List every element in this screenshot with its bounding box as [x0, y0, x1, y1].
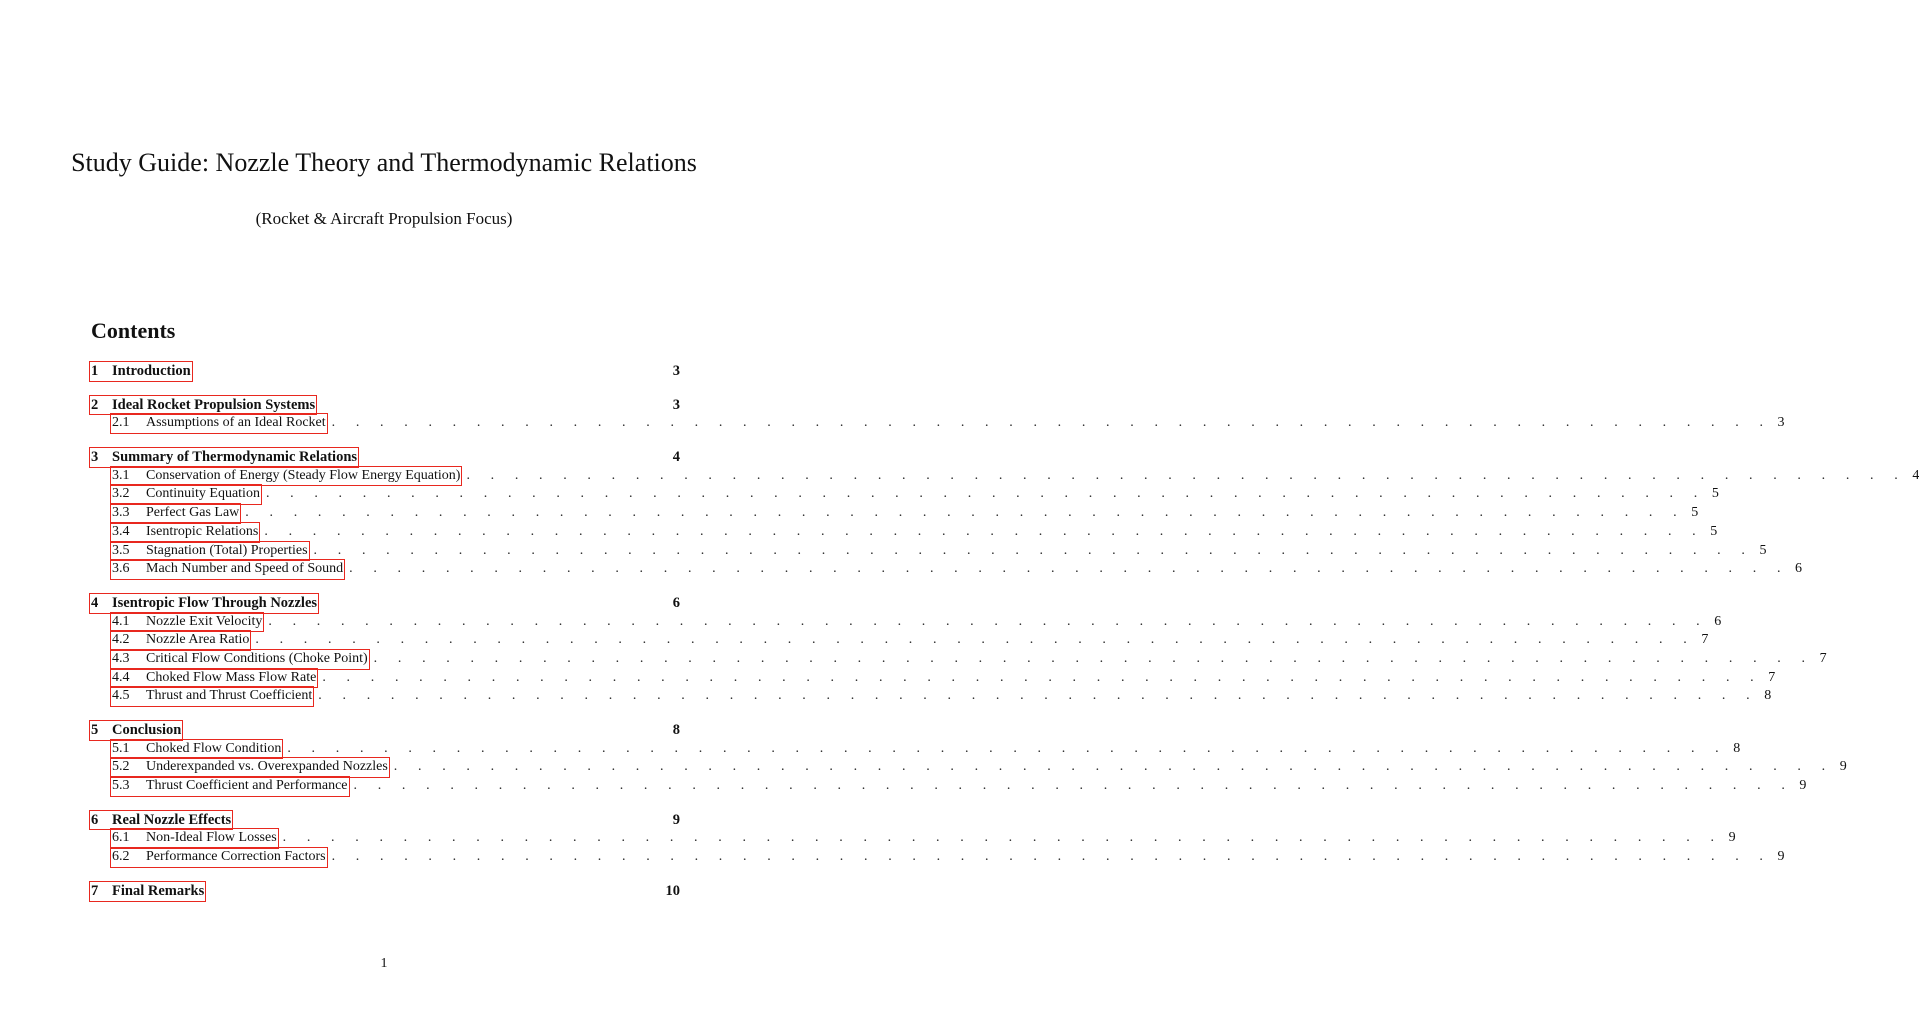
toc-section-number: 3 [91, 449, 99, 466]
toc-section-page: 6 [672, 594, 680, 611]
toc-section-number: 6 [91, 811, 99, 828]
toc-subsection-title: Isentropic Relations [146, 523, 259, 539]
toc-subsection-link[interactable] [110, 522, 260, 543]
toc-subsection-page: 6 [1714, 613, 1722, 629]
dot-leader: . . . . . . . . . . . . . . . . . . . . . . . . . . . . . . . . . . . . . . . . . . . . . . . . . . . . . . . . . . . . [287, 740, 1728, 756]
toc-subsection-page: 6 [1795, 561, 1803, 577]
dot-leader: . . . . . . . . . . . . . . . . . . . . . . . . . . . . . . . . . . . . . . . . . . . . . . . . . . . . . . . . . . . . [353, 778, 1794, 794]
toc-subsection-title: Thrust Coefficient and Performance [146, 778, 348, 794]
toc-section [91, 593, 1827, 705]
toc-section-row [91, 810, 680, 829]
toc-section-link[interactable] [89, 361, 193, 382]
toc-subsection-title: Nozzle Exit Velocity [146, 613, 263, 629]
table-of-contents [91, 356, 1919, 900]
page-number: 1 [380, 956, 388, 971]
toc-subsection-page: 5 [1759, 542, 1767, 558]
toc-subsection-row [91, 630, 1709, 649]
toc-subsection-row [91, 466, 1919, 485]
toc-section [91, 810, 1785, 866]
toc-subsection-row [91, 484, 1719, 503]
toc-subsection-title: Critical Flow Conditions (Choke Point) [146, 650, 368, 666]
toc-section-title: Introduction [112, 363, 191, 379]
toc-subsection-number: 4.5 [112, 688, 130, 704]
toc-section-page: 4 [672, 449, 680, 466]
dot-leader: . . . . . . . . . . . . . . . . . . . . . . . . . . . . . . . . . . . . . . . . . . . . . . . . . . . . . . . . . . . . [282, 830, 1723, 846]
toc-subsection-row [91, 413, 1785, 432]
toc-section-number: 1 [91, 363, 99, 379]
toc-subsection-title: Stagnation (Total) Properties [146, 542, 308, 558]
toc-subsection-number: 2.1 [112, 415, 130, 431]
toc-section-title: Isentropic Flow Through Nozzles [112, 594, 318, 611]
toc-section-title: Final Remarks [112, 882, 205, 899]
dot-leader: . . . . . . . . . . . . . . . . . . . . . . . . . . . . . . . . . . . . . . . . . . . . . . . . . . . . . . . . . . . . [466, 467, 1907, 483]
toc-subsection-number: 3.6 [112, 561, 130, 577]
contents-heading: Contents [91, 318, 176, 343]
toc-section-title: Real Nozzle Effects [112, 811, 232, 828]
toc-subsection-number: 5.1 [112, 740, 130, 756]
toc-section [91, 881, 680, 900]
toc-subsection-page: 8 [1733, 740, 1741, 756]
dot-leader: . . . . . . . . . . . . . . . . . . . . . . . . . . . . . . . . . . . . . . . . . . . . . . . . . . . . . . . . . . . . [349, 561, 1790, 577]
toc-subsection-row [91, 541, 1767, 560]
document-subtitle: (Rocket & Aircraft Propulsion Focus) [255, 209, 513, 228]
toc-subsection-title: Conservation of Energy (Steady Flow Energy Equation) [146, 467, 461, 483]
toc-subsection-row [91, 522, 1718, 541]
toc-subsection-number: 6.1 [112, 830, 130, 846]
toc-subsection-number: 4.2 [112, 632, 130, 648]
dot-leader: . . . . . . . . . . . . . . . . . . . . . . . . . . . . . . . . . . . . . . . . . . . . . . . . . . . . . . . . . . . . [265, 486, 1706, 502]
toc-section [91, 447, 1919, 578]
toc-subsection-link[interactable] [110, 541, 310, 562]
toc-subsection-number: 3.2 [112, 486, 130, 502]
toc-section-link[interactable] [89, 720, 183, 741]
toc-subsection-page: 5 [1711, 486, 1719, 502]
toc-subsection-page: 3 [1777, 415, 1785, 431]
toc-subsection-page: 7 [1819, 650, 1827, 666]
dot-leader: . . . . . . . . . . . . . . . . . . . . . . . . . . . . . . . . . . . . . . . . . . . . . . . . . . . . . . . . . . . . [322, 669, 1763, 685]
toc-subsection-link[interactable] [110, 776, 350, 797]
toc-subsection-link[interactable] [110, 484, 262, 505]
toc-subsection-page: 9 [1728, 830, 1736, 846]
toc-section-page: 3 [672, 363, 680, 379]
toc-section-number: 4 [91, 594, 99, 611]
toc-subsection-page: 9 [1799, 778, 1807, 794]
toc-section [91, 720, 1847, 795]
toc-subsection-page: 4 [1912, 467, 1919, 483]
toc-subsection-link[interactable] [110, 828, 279, 849]
toc-subsection-link[interactable] [110, 649, 370, 670]
toc-section-row [91, 395, 680, 414]
toc-subsection-number: 4.1 [112, 613, 130, 629]
toc-subsection-title: Choked Flow Condition [146, 740, 282, 756]
toc-subsection-page: 7 [1701, 632, 1709, 648]
toc-section-title: Conclusion [112, 722, 182, 738]
toc-subsection-number: 3.5 [112, 542, 130, 558]
dot-leader: . . . . . . . . . . . . . . . . . . . . . . . . . . . . . . . . . . . . . . . . . . . . . . . . . . . . . . . . . . . . [264, 523, 1705, 539]
toc-section-number: 2 [91, 396, 99, 413]
toc-subsection-title: Choked Flow Mass Flow Rate [146, 669, 317, 685]
toc-subsection-title: Thrust and Thrust Coefficient [146, 688, 313, 704]
dot-leader: . . . . . . . . . . . . . . . . . . . . . . . . . . . . . . . . . . . . . . . . . . . . . . . . . . . . . . . . . . . . [331, 415, 1772, 431]
toc-section-row [91, 593, 680, 612]
toc-subsection-title: Continuity Equation [146, 486, 260, 502]
toc-section-link[interactable] [89, 447, 359, 468]
toc-subsection-page: 8 [1764, 688, 1772, 704]
toc-subsection-link[interactable] [110, 413, 328, 434]
document-title: Study Guide: Nozzle Theory and Thermodynamic Relations [71, 148, 697, 177]
toc-subsection-number: 5.2 [112, 759, 130, 775]
toc-subsection-row [91, 757, 1847, 776]
toc-subsection-link[interactable] [110, 668, 318, 689]
dot-leader: . . . . . . . . . . . . . . . . . . . . . . . . . . . . . . . . . . . . . . . . . . . . . . . . . . . . . . . . . . . . [255, 632, 1696, 648]
toc-section-page: 10 [665, 882, 680, 899]
toc-subsection-row [91, 559, 1803, 578]
toc-subsection-title: Nozzle Area Ratio [146, 632, 250, 648]
toc-subsection-number: 4.3 [112, 650, 130, 666]
toc-subsection-link[interactable] [110, 466, 462, 487]
dot-leader: . . . . . . . . . . . . . . . . . . . . . . . . . . . . . . . . . . . . . . . . . . . . . . . . . . . . . . . . . . . . [268, 613, 1709, 629]
dot-leader: . . . . . . . . . . . . . . . . . . . . . . . . . . . . . . . . . . . . . . . . . . . . . . . . . . . . . . . . . . . . [331, 849, 1772, 865]
toc-subsection-row [91, 776, 1807, 795]
toc-subsection-title: Non-Ideal Flow Losses [146, 830, 277, 846]
toc-section-link[interactable] [89, 593, 319, 614]
toc-subsection-page: 5 [1691, 505, 1699, 521]
toc-subsection-link[interactable] [110, 686, 314, 707]
toc-subsection-page: 9 [1777, 849, 1785, 865]
toc-section-page: 3 [672, 396, 680, 413]
toc-subsection-number: 3.1 [112, 467, 130, 483]
toc-subsection-row [91, 847, 1785, 866]
toc-subsection-title: Perfect Gas Law [146, 505, 240, 521]
toc-subsection-row [91, 612, 1722, 631]
toc-subsection-row [91, 686, 1772, 705]
dot-leader: . . . . . . . . . . . . . . . . . . . . . . . . . . . . . . . . . . . . . . . . . . . . . . . . . . . . . . . . . . . . [245, 505, 1686, 521]
dot-leader: . . . . . . . . . . . . . . . . . . . . . . . . . . . . . . . . . . . . . . . . . . . . . . . . . . . . . . . . . . . . [393, 759, 1834, 775]
toc-subsection-row [91, 828, 1736, 847]
toc-section-row [91, 447, 680, 466]
toc-section [91, 361, 680, 380]
toc-subsection-number: 3.4 [112, 523, 130, 539]
dot-leader: . . . . . . . . . . . . . . . . . . . . . . . . . . . . . . . . . . . . . . . . . . . . . . . . . . . . . . . . . . . . [313, 542, 1754, 558]
toc-subsection-page: 9 [1839, 759, 1847, 775]
toc-subsection-link[interactable] [110, 503, 241, 524]
toc-subsection-row [91, 503, 1699, 522]
toc-section-number: 7 [91, 882, 99, 899]
toc-section-row [91, 720, 680, 739]
toc-subsection-title: Underexpanded vs. Overexpanded Nozzles [146, 759, 388, 775]
toc-section-link[interactable] [89, 395, 317, 416]
toc-subsection-number: 6.2 [112, 849, 130, 865]
toc-subsection-row [91, 739, 1741, 758]
toc-subsection-row [91, 649, 1827, 668]
toc-subsection-link[interactable] [110, 630, 251, 651]
toc-section [91, 395, 1785, 432]
toc-subsection-page: 5 [1710, 523, 1718, 539]
toc-section-page: 9 [672, 811, 680, 828]
toc-subsection-title: Mach Number and Speed of Sound [146, 561, 344, 577]
toc-section-row [91, 361, 680, 380]
toc-section-title: Summary of Thermodynamic Relations [112, 449, 358, 466]
toc-subsection-number: 3.3 [112, 505, 130, 521]
toc-subsection-page: 7 [1768, 669, 1776, 685]
toc-subsection-title: Assumptions of an Ideal Rocket [146, 415, 326, 431]
dot-leader: . . . . . . . . . . . . . . . . . . . . . . . . . . . . . . . . . . . . . . . . . . . . . . . . . . . . . . . . . . . . [318, 688, 1759, 704]
toc-subsection-link[interactable] [110, 847, 328, 868]
toc-subsection-link[interactable] [110, 757, 390, 778]
toc-subsection-number: 4.4 [112, 669, 130, 685]
toc-subsection-link[interactable] [110, 559, 345, 580]
toc-subsection-row [91, 668, 1776, 687]
toc-section-row [91, 881, 680, 900]
toc-subsection-link[interactable] [110, 739, 283, 760]
toc-section-link[interactable] [89, 881, 206, 902]
toc-section-link[interactable] [89, 810, 233, 831]
toc-subsection-link[interactable] [110, 612, 264, 633]
toc-section-number: 5 [91, 722, 99, 738]
toc-subsection-title: Performance Correction Factors [146, 849, 326, 865]
toc-section-page: 8 [672, 722, 680, 738]
toc-subsection-number: 5.3 [112, 778, 130, 794]
dot-leader: . . . . . . . . . . . . . . . . . . . . . . . . . . . . . . . . . . . . . . . . . . . . . . . . . . . . . . . . . . . . [373, 650, 1814, 666]
toc-section-title: Ideal Rocket Propulsion Systems [112, 396, 316, 413]
